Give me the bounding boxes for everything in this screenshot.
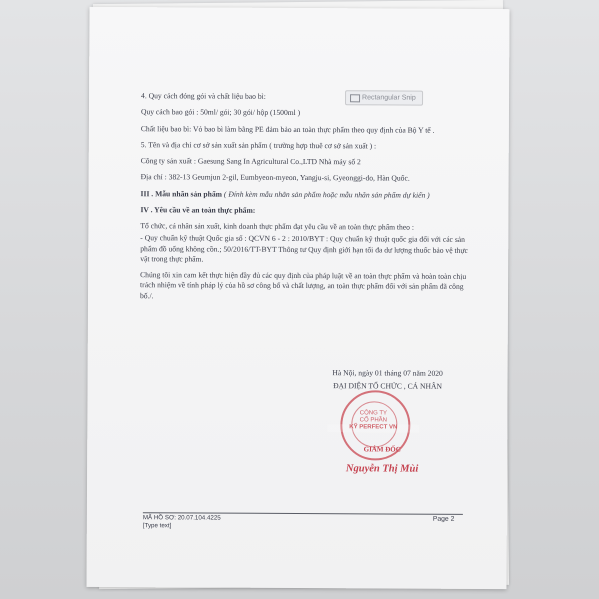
- section3-note: ( Đính kèm mẫu nhãn sản phẩm hoặc mẫu nhãn sản phẩm dự kiến ): [223, 189, 430, 200]
- representative-title: ĐẠI DIỆN TỔ CHỨC , CÁ NHÂN: [333, 381, 443, 391]
- commitment-paragraph: Chúng tôi xin cam kết thực hiện đầy đủ các quy định của pháp luật về an toàn thực phẩm và hoàn toàn chịu trách nhiệm về tính pháp lý của hồ sơ công bố và chất lượng, an toàn thực phẩm đối với sản phẩm đã công bố./.: [139, 270, 467, 300]
- section4-heading: 4. Quy cách đóng gói và chất liệu bao bì:: [141, 91, 266, 101]
- section5-heading: 5. Tên và địa chỉ cơ sở sản xuất sản phẩm ( trường hợp thuê cơ sở sản xuất ) :: [140, 139, 377, 151]
- company-line: Công ty sản xuất : Gaesung Sang In Agricultural Co.,LTD Nhà máy số 2: [140, 156, 361, 167]
- safety-standard: - Quy chuẩn kỹ thuật Quốc gia số : QCVN 6 - 2 : 2010/BYT : Quy chuẩn kỹ thuật quốc gia đối với các sản phẩm đồ uống không cồn.; 50/2016/TT-BYT Thông tư Quy định giới hạn tối đa dư lượng thuốc bảo vệ thực vật trong thực phẩm.: [140, 233, 468, 264]
- seal-text: [327, 410, 419, 432]
- snip-tooltip: [345, 90, 423, 105]
- signer-role: GIÁM ĐỐC: [363, 445, 401, 454]
- packaging-material: Chất liệu bao bì: Vỏ bao bì làm bằng PE đảm bảo an toàn thực phẩm theo quy định của Bộ Y tế .: [140, 123, 435, 135]
- document-body: [140, 91, 476, 309]
- date-line: Hà Nội, ngày 01 tháng 07 năm 2020: [332, 368, 443, 378]
- document-page: [86, 7, 509, 589]
- page-number: Page 2: [432, 515, 455, 523]
- snip-icon: [350, 94, 360, 102]
- footer-left: [143, 514, 221, 530]
- safety-intro: Tổ chức, cá nhân sản xuất, kinh doanh thực phẩm đạt yêu cầu về an toàn thực phẩm theo :: [140, 221, 415, 232]
- type-text-placeholder: [Type text]: [142, 521, 172, 530]
- signer-name: Nguyễn Thị Mùi: [345, 463, 419, 475]
- section4b-heading: IV . Yêu cầu về an toàn thực phẩm:: [140, 204, 256, 215]
- seal-line2: CỔ PHẦN: [359, 417, 388, 424]
- signature-header: [308, 368, 468, 391]
- seal-line3: KỸ PERFECT VN: [327, 425, 419, 433]
- section3-heading: III . Mẫu nhãn sản phẩm: [140, 188, 223, 199]
- packing-spec: Quy cách bao gói : 50ml/ gói; 30 gói/ hộp (1500ml ): [140, 107, 301, 118]
- record-number: MÃ HỒ SƠ: 20.07.104.4225: [142, 514, 221, 522]
- address-line: Địa chỉ : 382-13 Geumjun 2-gil, Eumbyeon-myeon, Yangju-si, Gyeonggi-do, Hàn Quốc.: [140, 172, 410, 183]
- seal-line1: CÔNG TY: [359, 410, 388, 417]
- snip-label: Rectangular Snip: [362, 94, 416, 102]
- section3-paragraph: [141, 189, 476, 201]
